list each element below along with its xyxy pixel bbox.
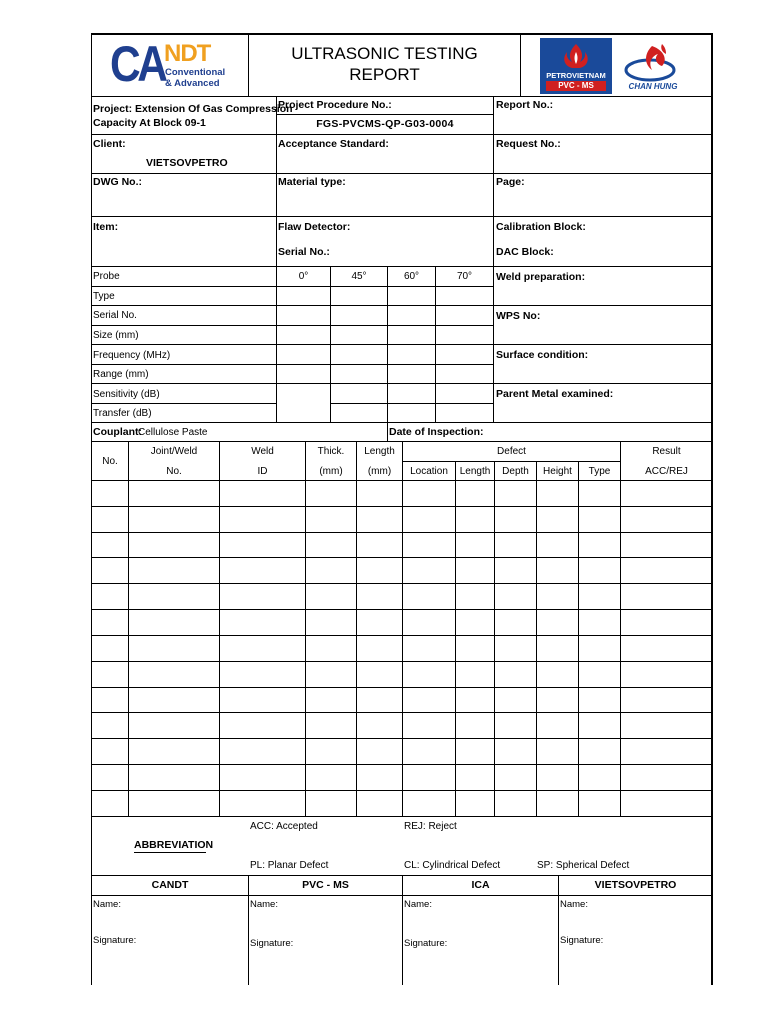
party-vietsovpetro: VIETSOVPETRO [594, 879, 677, 891]
item-label: Item: [93, 221, 119, 233]
flaw-detector-label: Flaw Detector: [278, 221, 351, 233]
vietsovpetro-name-label[interactable]: Name: [560, 899, 588, 910]
logo-sub-2: & Advanced [165, 78, 220, 89]
serial-row-label: Serial No. [93, 310, 137, 321]
parent-metal-label: Parent Metal examined: [496, 388, 614, 400]
party-ica: ICA [471, 879, 490, 891]
wps-no-label: WPS No: [496, 310, 541, 322]
client-label: Client: [93, 138, 126, 150]
surface-condition-label: Surface condition: [496, 349, 589, 361]
col-thick-header-2: (mm) [319, 466, 343, 477]
pvc-ms-signature-label[interactable]: Signature: [250, 938, 294, 949]
flame-icon [540, 40, 612, 72]
probe-row-label: Probe [93, 271, 120, 282]
col-length-header-2: (mm) [367, 466, 392, 477]
pvc-ms-name-label[interactable]: Name: [250, 899, 278, 910]
transfer-row-label: Transfer (dB) [93, 408, 152, 419]
report-no-label: Report No.: [496, 99, 554, 111]
abbr-sp: SP: Spherical Defect [537, 860, 630, 871]
abbr-pl: PL: Planar Defect [250, 860, 329, 871]
col-defect-header: Defect [497, 446, 526, 457]
dwg-no-label: DWG No.: [93, 176, 142, 188]
party-pvc-ms: PVC - MS [302, 879, 349, 891]
report-title-line-2: REPORT [349, 65, 420, 84]
type-row-label: Type [93, 291, 115, 302]
abbr-acc: ACC: Accepted [250, 821, 318, 832]
col-joint-header-1: Joint/Weld [150, 446, 198, 457]
col-weld-header-2: ID [257, 466, 268, 477]
range-row-label: Range (mm) [93, 369, 149, 380]
abbreviation-title: ABBREVIATION [134, 839, 214, 851]
frequency-row-label: Frequency (MHz) [93, 350, 171, 361]
angle-70-header: 70° [456, 271, 473, 282]
project-label-line-2: Capacity At Block 09-1 [93, 117, 206, 129]
procedure-value[interactable]: FGS-PVCMS-QP-G03-0004 [316, 118, 454, 130]
col-joint-header-2: No. [166, 466, 182, 477]
calibration-block-label: Calibration Block: [496, 221, 586, 233]
col-defect-length: Length [459, 466, 491, 477]
project-label: Project: Extension Of Gas Compression [93, 103, 293, 115]
candt-logo [108, 36, 238, 94]
col-no-header: No. [102, 456, 118, 467]
angle-0-header: 0° [298, 271, 309, 282]
col-weld-header-1: Weld [251, 446, 274, 457]
date-of-inspection-label: Date of Inspection: [389, 426, 484, 438]
logo-ca: CA [110, 36, 165, 92]
dac-block-label: DAC Block: [496, 246, 554, 258]
couplant-value[interactable]: Cellulose Paste [138, 427, 208, 438]
pvc-ms-logo-text: PVC - MS [546, 81, 606, 91]
vietsovpetro-signature-label[interactable]: Signature: [560, 935, 604, 946]
col-defect-height: Height [543, 466, 572, 477]
abbr-rej: REJ: Reject [404, 821, 457, 832]
sensitivity-row-label: Sensitivity (dB) [93, 389, 160, 400]
ica-signature-label[interactable]: Signature: [404, 938, 448, 949]
size-row-label: Size (mm) [93, 330, 139, 341]
chan-hung-emblem-icon [618, 40, 688, 84]
client-value[interactable]: VIETSOVPETRO [146, 157, 228, 169]
angle-45-header: 45° [351, 271, 367, 282]
col-thick-header-1: Thick. [317, 446, 345, 457]
abbr-cl: CL: Cylindrical Defect [404, 860, 501, 871]
col-defect-type: Type [588, 466, 611, 477]
serial-no-label: Serial No.: [278, 246, 330, 258]
chan-hung-logo [618, 40, 688, 94]
angle-60-header: 60° [403, 271, 420, 282]
col-result-header-2: ACC/REJ [645, 466, 688, 477]
request-no-label: Request No.: [496, 138, 561, 150]
page-label: Page: [496, 176, 525, 188]
logo-sub-1: Conventional [165, 67, 226, 78]
col-result-header-1: Result [652, 446, 681, 457]
acceptance-standard-label: Acceptance Standard: [278, 138, 389, 150]
petrovietnam-logo [540, 38, 612, 94]
col-defect-location: Location [410, 466, 448, 477]
col-length-header-1: Length [364, 446, 395, 457]
candt-signature-label[interactable]: Signature: [93, 935, 137, 946]
material-type-label: Material type: [278, 176, 346, 188]
ica-name-label[interactable]: Name: [404, 899, 432, 910]
col-defect-depth: Depth [502, 466, 529, 477]
weld-preparation-label: Weld preparation: [496, 271, 586, 283]
couplant-label: Couplant: [93, 426, 142, 438]
logo-ndt: NDT [164, 40, 211, 67]
party-candt: CANDT [151, 879, 189, 891]
report-title-line-1: ULTRASONIC TESTING [291, 44, 478, 63]
procedure-label: Project Procedure No.: [278, 99, 392, 111]
chan-hung-logo-text: CHAN HUNG [628, 82, 678, 91]
petrovietnam-logo-text: PETROVIETNAM [546, 71, 606, 80]
candt-name-label[interactable]: Name: [93, 899, 121, 910]
